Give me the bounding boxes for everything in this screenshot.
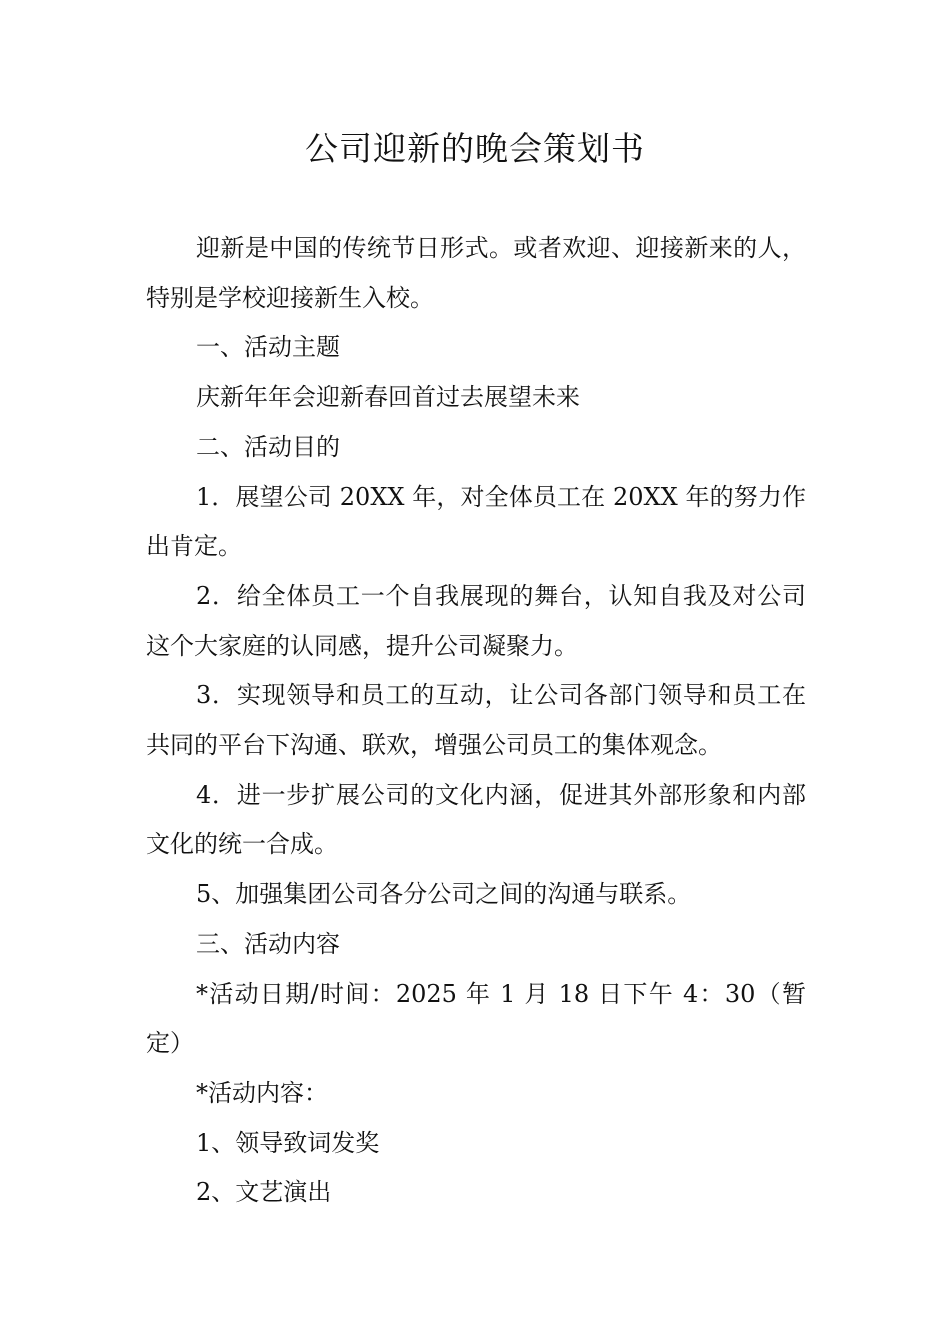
purpose-item-5: 5、加强集团公司各分公司之间的沟通与联系。 — [196, 880, 692, 909]
purpose-item-1: 1．展望公司 20XX 年，对全体员工在 20XX 年的努力作出肯定。 — [146, 482, 806, 561]
paragraph-intro: 迎新是中国的传统节日形式。或者欢迎、迎接新来的人，特别是学校迎接新生入校。 — [146, 234, 806, 312]
activity-date-time: *活动日期/时间：2025 年 1 月 18 日下午 4：30（暂定） — [146, 979, 806, 1058]
activity-content-label: *活动内容： — [196, 1078, 328, 1107]
document-title: 公司迎新的晚会策划书 — [305, 129, 645, 168]
heading-activity-purpose: 二、活动目的 — [196, 432, 340, 461]
purpose-item-2: 2．给全体员工一个自我展现的舞台，认知自我及对公司这个大家庭的认同感，提升公司凝聚力。 — [146, 581, 806, 660]
paragraph-theme: 庆新年年会迎新春回首过去展望未来 — [196, 383, 580, 412]
content-item-1: 1、领导致词发奖 — [196, 1128, 380, 1157]
document-body — [146, 224, 806, 1218]
heading-activity-content: 三、活动内容 — [196, 929, 340, 958]
purpose-item-4: 4．进一步扩展公司的文化内涵，促进其外部形象和内部文化的统一合成。 — [146, 780, 806, 859]
heading-activity-theme: 一、活动主题 — [196, 333, 340, 362]
purpose-item-3: 3．实现领导和员工的互动，让公司各部门领导和员工在共同的平台下沟通、联欢，增强公司员工的集体观念。 — [146, 681, 806, 760]
content-item-2: 2、文艺演出 — [196, 1178, 332, 1207]
